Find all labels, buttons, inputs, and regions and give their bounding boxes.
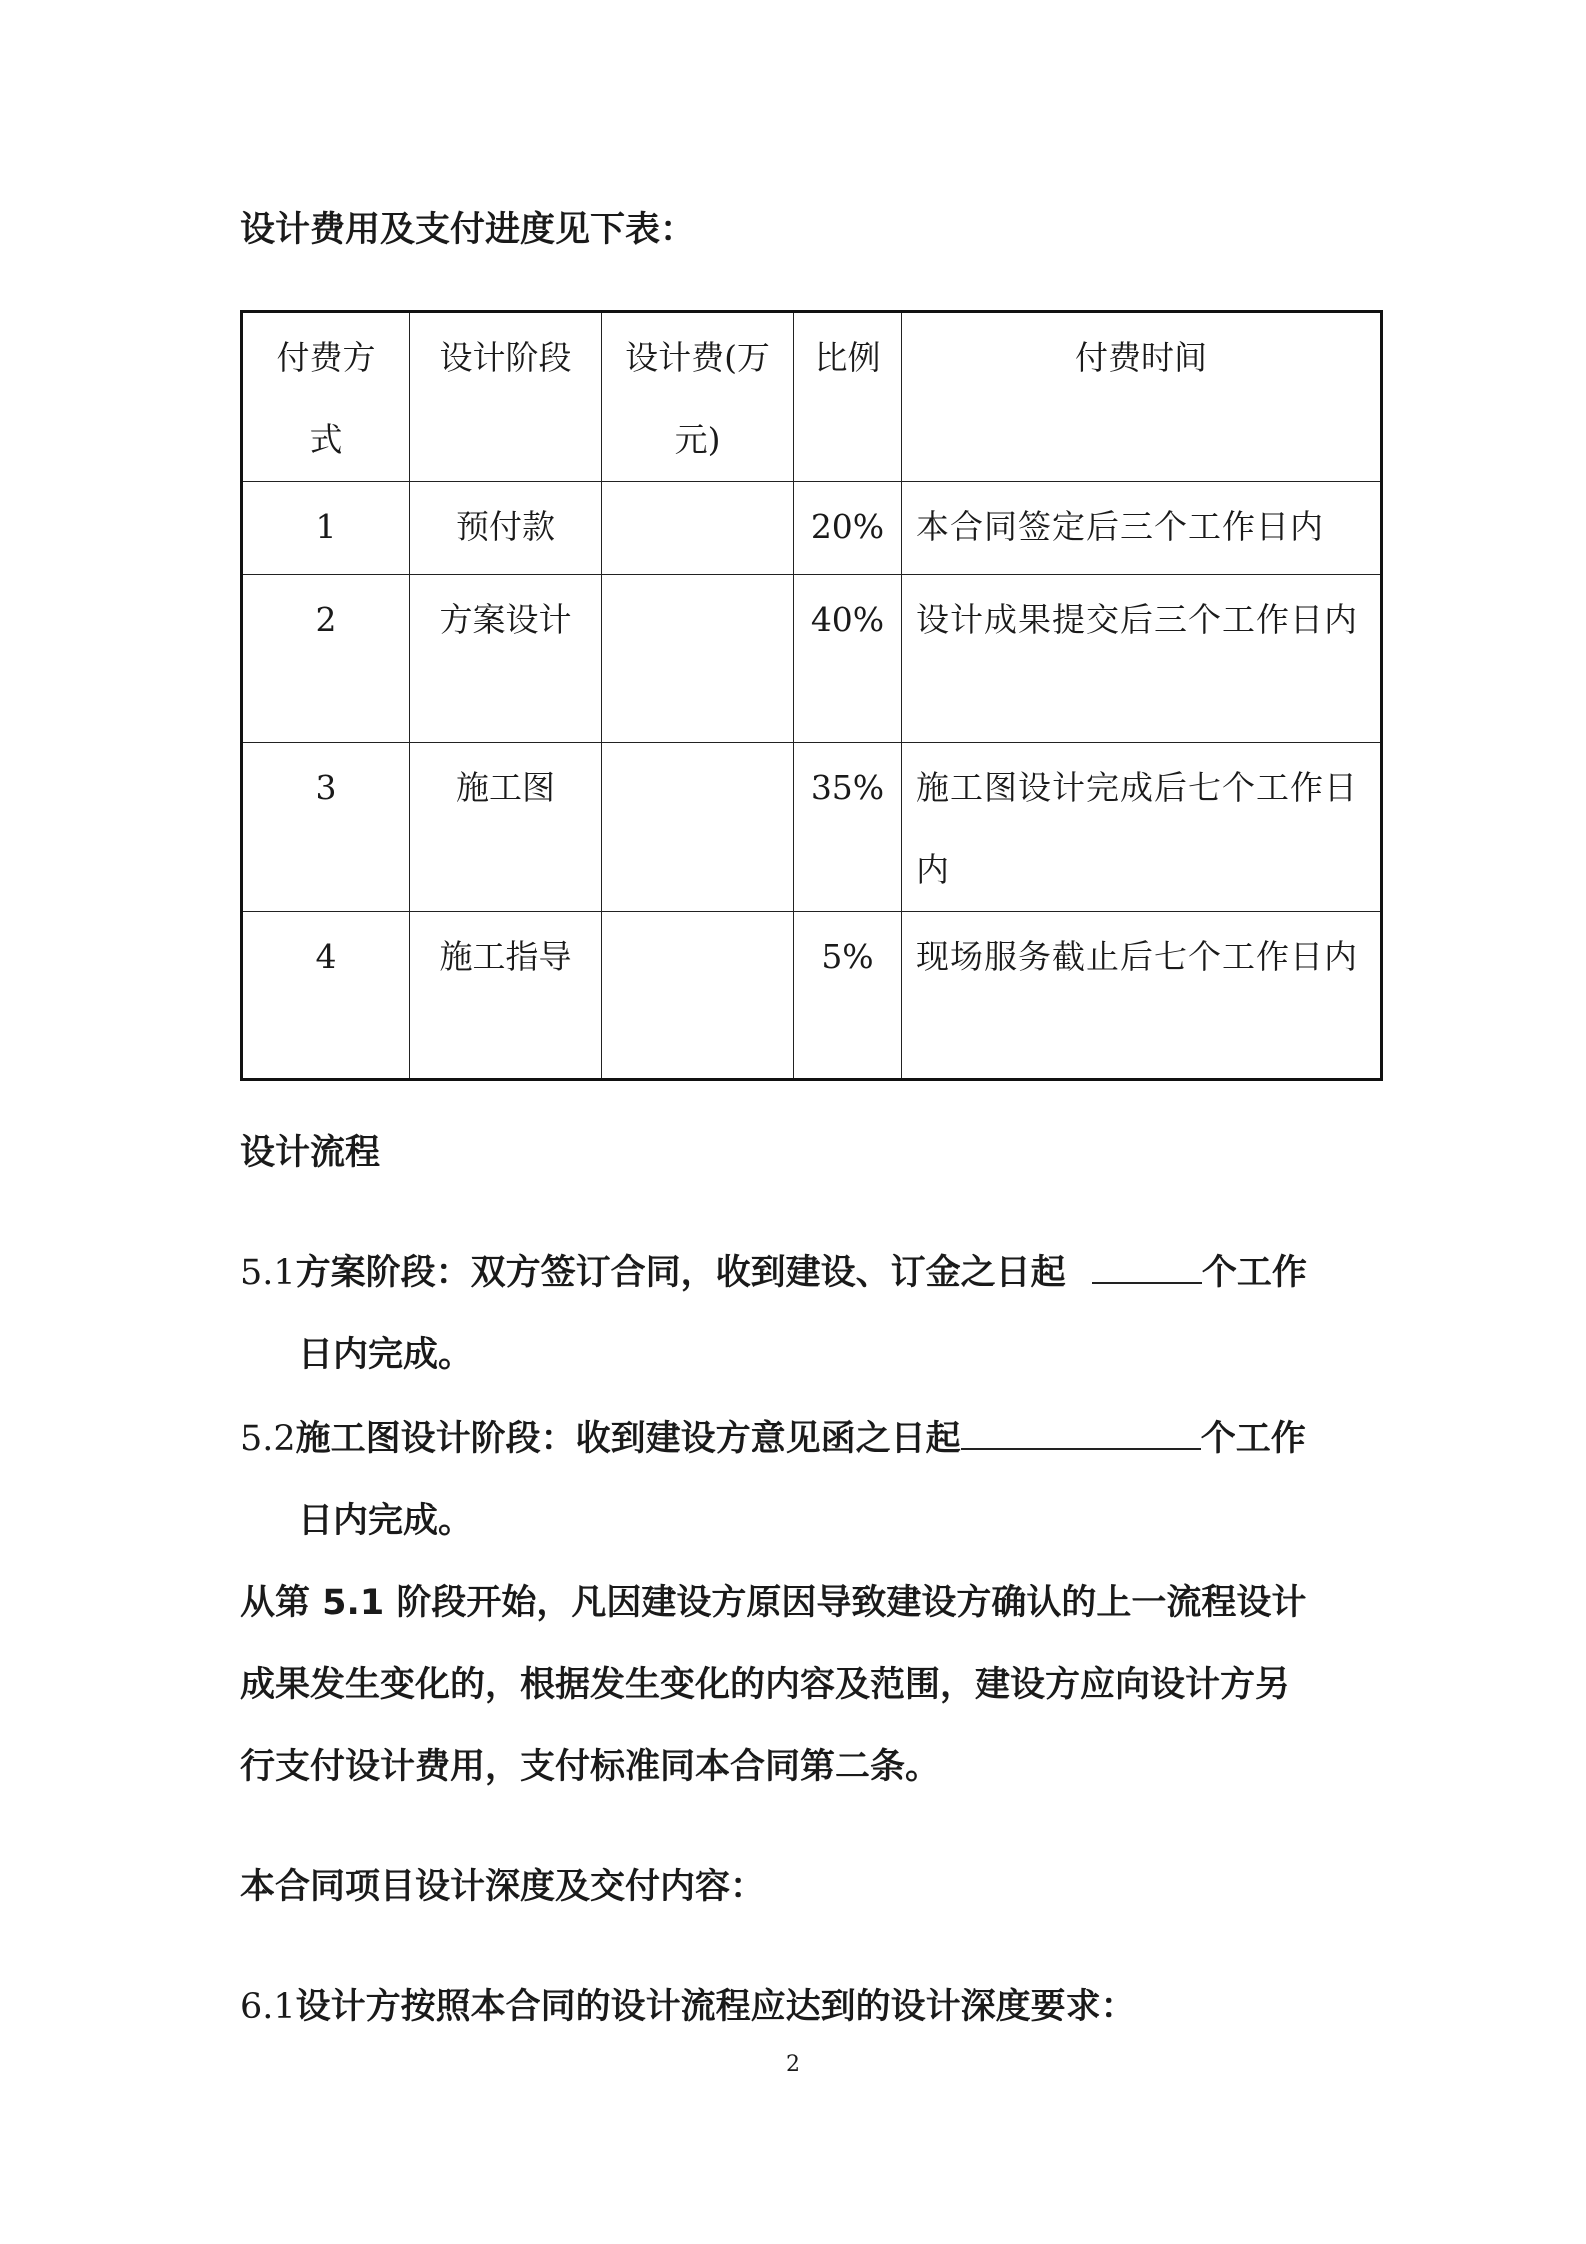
- header-stage: 设计阶段: [410, 312, 602, 482]
- item-5-2-continuation: 日内完成。: [298, 1501, 474, 1541]
- item-5-1-number: 5.1: [240, 1253, 296, 1293]
- blank-days-5-1: [1092, 1252, 1202, 1284]
- item-5-1-text: 方案阶段：双方签订合同，收到建设、订金之日起: [295, 1253, 1066, 1293]
- table-row: [242, 482, 1382, 575]
- table-header-row: [242, 312, 1382, 482]
- cell-ratio: 40%: [794, 575, 902, 743]
- cell-time: 设计成果提交后三个工作日内: [902, 575, 1382, 743]
- cell-fee: [602, 743, 794, 912]
- cell-fee: [602, 482, 794, 575]
- change-paragraph-line-2: 成果发生变化的，根据发生变化的内容及范围，建设方应向设计方另: [240, 1665, 1291, 1705]
- cell-ratio: 35%: [794, 743, 902, 912]
- cell-method: 3: [242, 743, 410, 912]
- change-paragraph-line-3: 行支付设计费用，支付标准同本合同第二条。: [240, 1747, 941, 1787]
- item-5-1-continuation: 日内完成。: [298, 1335, 474, 1375]
- item-5-2-number: 5.2: [240, 1419, 296, 1459]
- header-time: 付费时间: [902, 312, 1382, 482]
- item-6-1: [240, 1966, 1136, 2048]
- fee-schedule-table: [240, 310, 1383, 1081]
- header-fee: 设计费(万元): [602, 312, 794, 482]
- cell-stage: 施工图: [410, 743, 602, 912]
- flow-heading: 设计流程: [240, 1133, 381, 1173]
- header-method: 付费方式: [242, 312, 410, 482]
- cell-time: 施工图设计完成后七个工作日内: [902, 743, 1382, 912]
- table-row: [242, 575, 1382, 743]
- cell-stage: 方案设计: [410, 575, 602, 743]
- cell-fee: [602, 912, 794, 1080]
- cell-method: 2: [242, 575, 410, 743]
- cell-method: 4: [242, 912, 410, 1080]
- change-paragraph-line-1: 从第 5.1 阶段开始，凡因建设方原因导致建设方确认的上一流程设计: [240, 1583, 1307, 1623]
- table-row: [242, 912, 1382, 1080]
- item-6-1-number: 6.1: [240, 1987, 296, 2027]
- item-5-1: [240, 1232, 1307, 1314]
- item-5-1-after: 个工作: [1201, 1253, 1307, 1293]
- cell-method: 1: [242, 482, 410, 575]
- cell-time: 现场服务截止后七个工作日内: [902, 912, 1382, 1080]
- item-6-1-text: 设计方按照本合同的设计流程应达到的设计深度要求：: [295, 1987, 1136, 2027]
- header-ratio: 比例: [794, 312, 902, 482]
- cell-ratio: 5%: [794, 912, 902, 1080]
- page-number: 2: [786, 2052, 800, 2077]
- table-row: [242, 743, 1382, 912]
- cell-fee: [602, 575, 794, 743]
- blank-days-5-2: [961, 1418, 1201, 1450]
- cell-time: 本合同签定后三个工作日内: [902, 482, 1382, 575]
- cell-stage: 施工指导: [410, 912, 602, 1080]
- item-5-2: [240, 1398, 1306, 1480]
- item-5-2-after: 个工作: [1200, 1419, 1306, 1459]
- intro-text: 设计费用及支付进度见下表：: [240, 210, 696, 250]
- cell-stage: 预付款: [410, 482, 602, 575]
- depth-heading: 本合同项目设计深度及交付内容：: [240, 1867, 766, 1907]
- cell-ratio: 20%: [794, 482, 902, 575]
- item-5-2-text: 施工图设计阶段：收到建设方意见函之日起: [295, 1419, 961, 1459]
